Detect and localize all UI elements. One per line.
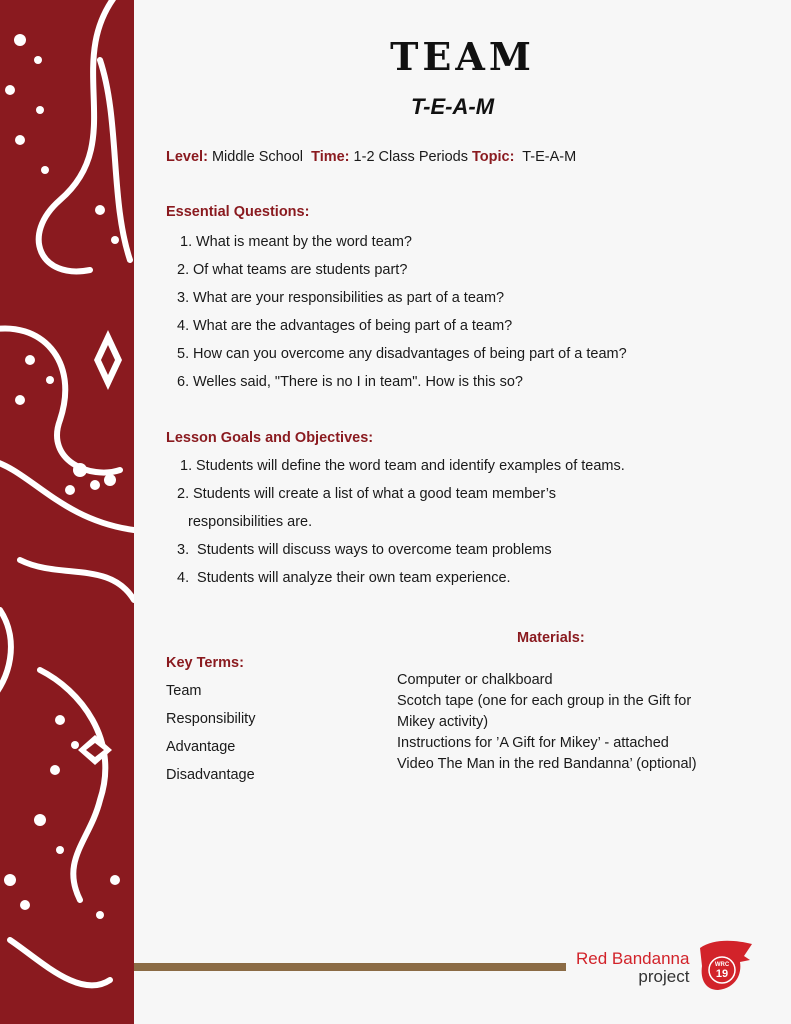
bandana-badge-icon [696,936,756,992]
list-item-continued: responsibilities are. [188,514,313,530]
materials-list [397,670,717,775]
key-terms-heading: Key Terms: [166,655,244,671]
logo-line1: Red Bandanna [576,949,690,968]
list-item: 6. Welles said, "There is no I in team". How is this so? [177,374,523,390]
list-item: 1. Students will define the word team and identify examples of teams. [180,458,625,474]
list-item: Video The Man in the red Bandanna’ (optional) [397,756,697,772]
footer-rule [134,963,566,971]
red-bandanna-logo [576,950,689,986]
time-label: Time: [311,149,350,165]
list-item: Advantage [166,739,236,755]
list-item: 2. Of what teams are students part? [177,262,408,278]
list-item: 5. How can you overcome any disadvantages of being part of a team? [177,346,627,362]
badge-number: 19 [715,968,729,980]
time-value: 1-2 Class Periods [353,149,468,165]
list-item: Responsibility [166,711,256,727]
list-item: 2. Students will create a list of what a good team member’s [177,486,556,502]
logo-line2: project [638,967,690,986]
page-subtitle: T-E-A-M [410,94,495,119]
list-item: Team [166,683,202,699]
goals-list [177,452,625,592]
list-item: Disadvantage [166,767,255,783]
list-item: 4. What are the advantages of being part of a team? [177,318,513,334]
key-terms-list [166,680,255,792]
topic-value: T-E-A-M [522,149,577,165]
bandana-decoration [0,0,134,1024]
lesson-meta [166,149,576,165]
level-label: Level: [166,149,208,165]
list-item: 1. What is meant by the word team? [180,234,412,250]
level-value: Middle School [211,149,304,165]
list-item: 4. Students will analyze their own team experience. [177,570,511,586]
essential-questions-heading: Essential Questions: [166,204,310,220]
list-item: Scotch tape (one for each group in the Gift for Mikey activity) [397,693,692,730]
list-item: Instructions for ’A Gift for Mikey’ - attached [397,735,669,751]
page-title: TEAM [390,34,535,79]
goals-heading: Lesson Goals and Objectives: [166,430,374,446]
list-item: 3. What are your responsibilities as part of a team? [177,290,505,306]
topic-label: Topic: [472,149,515,165]
materials-heading: Materials: [517,630,585,646]
list-item: Computer or chalkboard [397,672,553,688]
badge-top-text: WRC [714,962,730,968]
essential-questions-list [177,228,627,396]
list-item: 3. Students will discuss ways to overcome team problems [177,542,552,558]
